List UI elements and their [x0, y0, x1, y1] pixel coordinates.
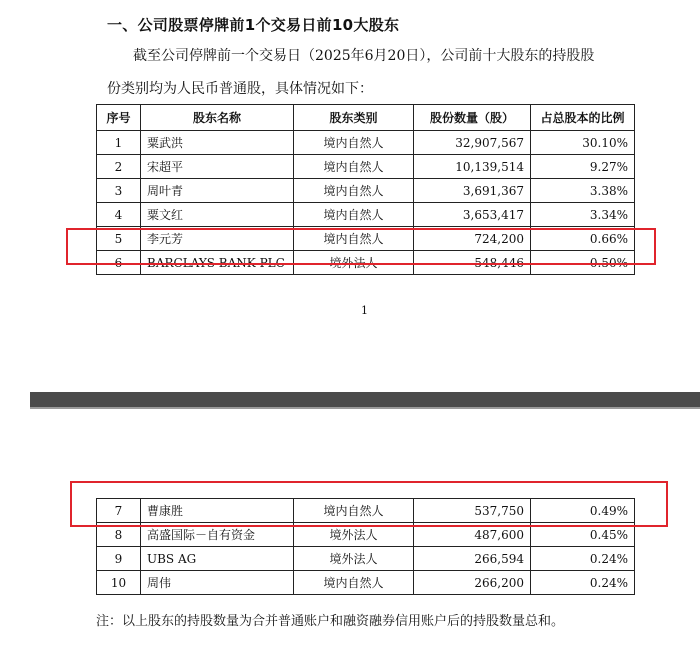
cell-type: 境外法人 — [294, 251, 414, 275]
cell-no: 6 — [97, 251, 141, 275]
cell-ratio: 0.24% — [531, 571, 635, 595]
cell-name: 李元芳 — [141, 227, 294, 251]
cell-shares: 266,594 — [414, 547, 531, 571]
cell-ratio: 0.66% — [531, 227, 635, 251]
cell-no: 7 — [97, 499, 141, 523]
cell-type: 境外法人 — [294, 547, 414, 571]
cell-no: 10 — [97, 571, 141, 595]
table-row — [97, 523, 635, 547]
cell-shares: 266,200 — [414, 571, 531, 595]
cell-ratio: 30.10% — [531, 131, 635, 155]
cell-ratio: 3.34% — [531, 203, 635, 227]
cell-type: 境内自然人 — [294, 155, 414, 179]
header-no: 序号 — [97, 105, 141, 131]
cell-no: 3 — [97, 179, 141, 203]
table-row — [97, 179, 635, 203]
cell-name: BARCLAYS BANK PLC — [141, 251, 294, 275]
cell-type: 境外法人 — [294, 523, 414, 547]
cell-shares: 487,600 — [414, 523, 531, 547]
intro-paragraph-line1: 截至公司停牌前一个交易日（2025年6月20日），公司前十大股东的持股股 — [133, 48, 595, 64]
cell-name: 周伟 — [141, 571, 294, 595]
cell-shares: 537,750 — [414, 499, 531, 523]
cell-ratio: 0.50% — [531, 251, 635, 275]
cell-name: 粟武洪 — [141, 131, 294, 155]
cell-type: 境内自然人 — [294, 203, 414, 227]
cell-shares: 548,446 — [414, 251, 531, 275]
cell-no: 1 — [97, 131, 141, 155]
header-name: 股东名称 — [141, 105, 294, 131]
table-row — [97, 203, 635, 227]
table-header-row — [97, 105, 635, 131]
table-row — [97, 499, 635, 523]
table-row — [97, 547, 635, 571]
cell-name: 高盛国际－自有资金 — [141, 523, 294, 547]
page-number: 1 — [361, 304, 368, 317]
footnote: 注：以上股东的持股数量为合并普通账户和融资融券信用账户后的持股数量总和。 — [96, 614, 565, 629]
cell-name: 曹康胜 — [141, 499, 294, 523]
cell-no: 2 — [97, 155, 141, 179]
table-row — [97, 155, 635, 179]
cell-ratio: 3.38% — [531, 179, 635, 203]
cell-type: 境内自然人 — [294, 131, 414, 155]
shareholder-table-page2 — [96, 498, 635, 595]
cell-ratio: 9.27% — [531, 155, 635, 179]
cell-name: UBS AG — [141, 547, 294, 571]
cell-name: 周叶青 — [141, 179, 294, 203]
cell-ratio: 0.49% — [531, 499, 635, 523]
cell-shares: 10,139,514 — [414, 155, 531, 179]
cell-shares: 32,907,567 — [414, 131, 531, 155]
section-heading: 一、公司股票停牌前1个交易日前10大股东 — [107, 16, 400, 34]
cell-shares: 724,200 — [414, 227, 531, 251]
header-shares: 股份数量（股） — [414, 105, 531, 131]
cell-shares: 3,653,417 — [414, 203, 531, 227]
cell-ratio: 0.45% — [531, 523, 635, 547]
table-row — [97, 131, 635, 155]
page-break-divider — [30, 392, 700, 407]
cell-no: 5 — [97, 227, 141, 251]
cell-type: 境内自然人 — [294, 499, 414, 523]
cell-type: 境内自然人 — [294, 227, 414, 251]
cell-type: 境内自然人 — [294, 571, 414, 595]
cell-no: 8 — [97, 523, 141, 547]
header-type: 股东类别 — [294, 105, 414, 131]
shareholder-table-page1 — [96, 104, 635, 275]
cell-type: 境内自然人 — [294, 179, 414, 203]
cell-no: 4 — [97, 203, 141, 227]
cell-name: 宋超平 — [141, 155, 294, 179]
table-row — [97, 571, 635, 595]
table-row — [97, 227, 635, 251]
cell-ratio: 0.24% — [531, 547, 635, 571]
cell-shares: 3,691,367 — [414, 179, 531, 203]
header-ratio: 占总股本的比例 — [531, 105, 635, 131]
cell-no: 9 — [97, 547, 141, 571]
cell-name: 粟文红 — [141, 203, 294, 227]
intro-paragraph-line2: 份类别均为人民币普通股，具体情况如下： — [107, 81, 373, 97]
table-row — [97, 251, 635, 275]
